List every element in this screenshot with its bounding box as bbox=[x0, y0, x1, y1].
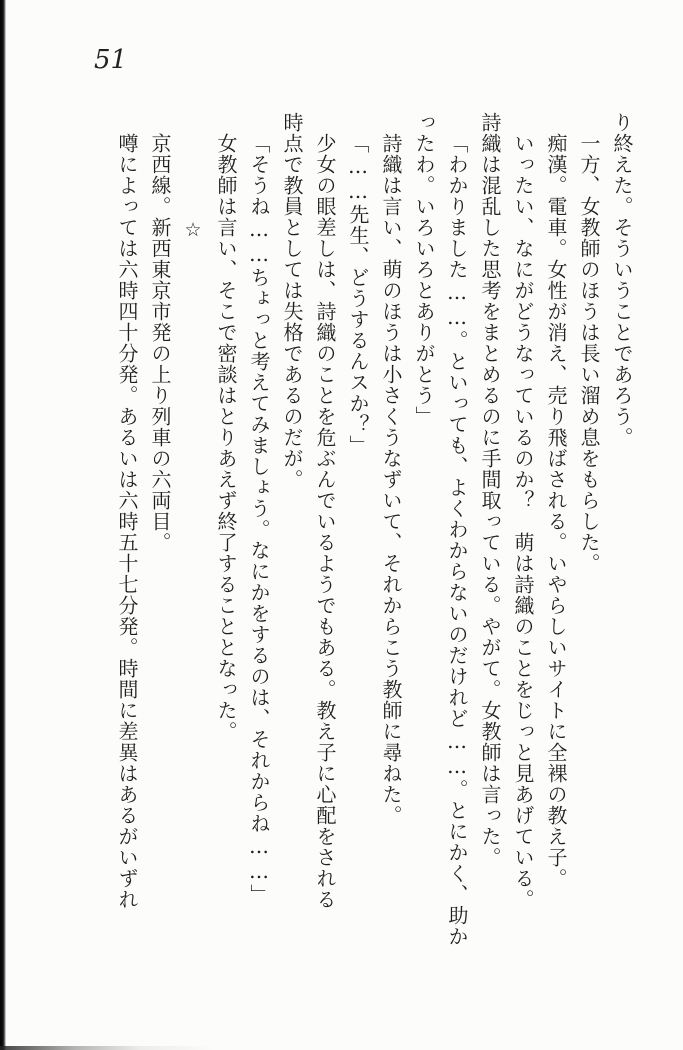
text-line: ったわ。いろいろとありがとう」 bbox=[412, 112, 436, 427]
scan-artifact-smudge bbox=[0, 1046, 215, 1050]
vertical-text-block bbox=[110, 112, 638, 960]
text-line: 痴漢。電車。女性が消え、売り飛ばされる。いやらしいサイトに全裸の教え子。 bbox=[544, 133, 568, 889]
text-line: 「……先生、どうするんスか？」 bbox=[346, 133, 370, 456]
text-line: 「わかりました……。といっても、よくわからないのだけれど……。とにかく、助か bbox=[445, 133, 469, 947]
text-line: 一方、女教師のほうは長い溜め息をもらした。 bbox=[577, 133, 601, 574]
text-line: り終えた。そういうことであろう。 bbox=[610, 112, 634, 448]
text-line: 噂によっては六時四十分発。あるいは六時五十七分発。時間に差異はあるがいずれ bbox=[115, 133, 139, 910]
text-line: 詩織は言い、萌のほうは小さくうなずいて、それからこう教師に尋ねた。 bbox=[379, 133, 403, 826]
text-line: 「そうね……ちょっと考えてみましょう。なにかをするのは、それからね……」 bbox=[247, 133, 271, 905]
text-line: いったい、なにがどうなっているのか？ 萌は詩織のことをじっと見あげている。 bbox=[511, 133, 535, 910]
text-line: 少女の眼差しは、詩織のことを危ぶんでいるようでもある。教え子に心配をされる bbox=[313, 133, 337, 910]
scan-gutter-shadow bbox=[0, 0, 6, 1050]
page-number: 51 bbox=[94, 45, 128, 75]
text-line: 時点で教員としては失格であるのだが。 bbox=[280, 112, 304, 490]
text-line: 女教師は言い、そこで密談はとりあえず終了することとなった。 bbox=[214, 133, 238, 742]
text-line: 京西線。新西東京市発の上り列車の六両目。 bbox=[148, 133, 172, 553]
section-divider-star: ☆ bbox=[182, 219, 204, 241]
text-line: 詩織は混乱した思考をまとめるのに手間取っている。やがて。女教師は言った。 bbox=[478, 112, 502, 868]
